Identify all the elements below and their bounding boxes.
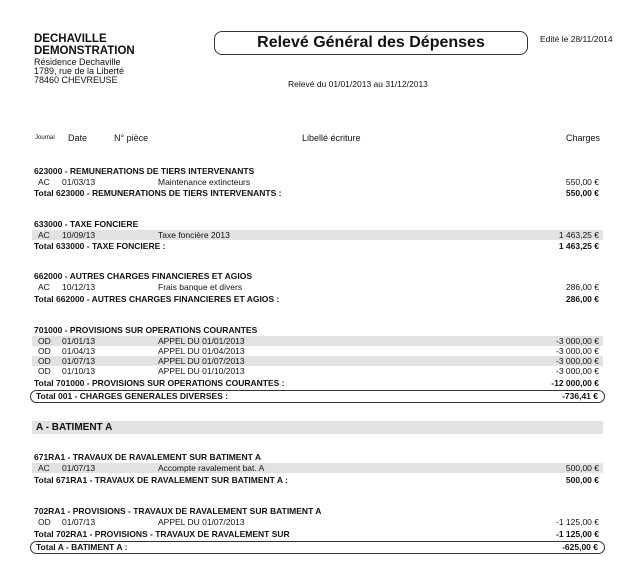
row-journal: AC [38, 282, 50, 292]
col-journal: Journal [35, 135, 55, 141]
row-amount: 1 463,25 € [558, 230, 599, 240]
row-date: 01/10/13 [62, 366, 96, 376]
grand-total-amount: -736,41 € [562, 391, 598, 401]
org-name-line-2: DEMONSTRATION [34, 45, 135, 57]
org-name-line-1: DECHAVILLE [34, 33, 107, 45]
row-journal: OD [38, 366, 51, 376]
row-journal: AC [38, 463, 50, 473]
row-date: 10/12/13 [62, 282, 96, 292]
grand-total-001 [30, 390, 605, 403]
row-journal: AC [38, 230, 50, 240]
row-date: 01/07/13 [62, 517, 96, 527]
org-address-3: 78460 CHEVREUSE [34, 75, 118, 85]
account-title-633000: 633000 - TAXE FONCIERE [34, 219, 139, 229]
account-title-702ra1: 702RA1 - PROVISIONS - TRAVAUX DE RAVALEMENT SUR BATIMENT A [34, 506, 322, 516]
grand-total-label: Total A - BATIMENT A : [36, 542, 128, 552]
account-title-701000: 701000 - PROVISIONS SUR OPERATIONS COURANTES [34, 325, 258, 335]
row-libelle: Frais banque et divers [158, 282, 243, 292]
col-piece: N° pièce [114, 133, 149, 143]
total-amount: -12 000,00 € [551, 378, 599, 388]
section-header-batiment-a [32, 421, 603, 434]
table-row [32, 336, 603, 346]
total-amount: 286,00 € [565, 294, 599, 304]
table-row [32, 356, 603, 366]
report-title: Relevé Général des Dépenses [214, 31, 528, 55]
grand-total-a [30, 541, 605, 554]
row-journal: OD [38, 336, 51, 346]
row-journal: OD [38, 346, 51, 356]
row-amount: 550,00 € [565, 177, 599, 187]
row-libelle: APPEL DU 01/07/2013 [158, 517, 245, 527]
row-libelle: Taxe foncière 2013 [158, 230, 230, 240]
account-total-623000 [32, 188, 603, 199]
row-date: 01/01/13 [62, 336, 96, 346]
edit-date: Edité le 28/11/2014 [540, 34, 613, 44]
total-label: Total 701000 - PROVISIONS SUR OPERATIONS COURANTES : [34, 378, 285, 388]
row-journal: OD [38, 356, 51, 366]
grand-total-amount: -625,00 € [562, 542, 598, 552]
row-amount: -3 000,00 € [555, 336, 599, 346]
table-row [32, 230, 603, 240]
col-charges: Charges [566, 133, 601, 143]
account-total-701000 [32, 378, 603, 389]
total-amount: -1 125,00 € [555, 529, 599, 539]
table-row [32, 517, 603, 527]
table-row [32, 366, 603, 376]
row-libelle: APPEL DU 01/07/2013 [158, 356, 245, 366]
row-date: 01/03/13 [62, 177, 96, 187]
row-journal: OD [38, 517, 51, 527]
table-row [32, 282, 603, 292]
row-libelle: Accompte ravalement bat. A [158, 463, 265, 473]
row-date: 01/04/13 [62, 346, 96, 356]
total-amount: 1 463,25 € [558, 241, 599, 251]
row-journal: AC [38, 177, 50, 187]
row-amount: -3 000,00 € [555, 366, 599, 376]
account-total-671ra1 [32, 475, 603, 486]
total-amount: 550,00 € [565, 188, 599, 198]
grand-total-label: Total 001 - CHARGES GENERALES DIVERSES : [36, 391, 229, 401]
report-period: Relevé du 01/01/2013 au 31/12/2013 [288, 79, 428, 89]
total-label: Total 702RA1 - PROVISIONS - TRAVAUX DE RAVALEMENT SUR [34, 529, 290, 539]
row-amount: 500,00 € [565, 463, 599, 473]
org-address-1: Résidence Dechaville [34, 57, 121, 67]
total-amount: 500,00 € [565, 475, 599, 485]
row-amount: -3 000,00 € [555, 346, 599, 356]
total-label: Total 623000 - REMUNERATIONS DE TIERS INTERVENANTS : [34, 188, 282, 198]
table-row [32, 177, 603, 187]
row-amount: -1 125,00 € [555, 517, 599, 527]
account-title-671ra1: 671RA1 - TRAVAUX DE RAVALEMENT SUR BATIMENT A [34, 452, 261, 462]
row-date: 10/09/13 [62, 230, 96, 240]
total-label: Total 633000 - TAXE FONCIERE : [34, 241, 166, 251]
row-amount: 286,00 € [565, 282, 599, 292]
account-total-662000 [32, 294, 603, 305]
section-title: A - BATIMENT A [36, 422, 113, 433]
org-address-2: 1789, rue de la Liberté [34, 66, 125, 76]
table-row [32, 346, 603, 356]
row-libelle: APPEL DU 01/10/2013 [158, 366, 245, 376]
row-libelle: APPEL DU 01/04/2013 [158, 346, 245, 356]
account-title-662000: 662000 - AUTRES CHARGES FINANCIERES ET AGIOS [34, 271, 253, 281]
account-total-633000 [32, 241, 603, 252]
account-title-623000: 623000 - REMUNERATIONS DE TIERS INTERVENANTS [34, 166, 255, 176]
row-libelle: APPEL DU 01/01/2013 [158, 336, 245, 346]
total-label: Total 662000 - AUTRES CHARGES FINANCIERES ET AGIOS : [34, 294, 280, 304]
col-libelle: Libellé écriture [302, 133, 361, 143]
row-amount: -3 000,00 € [555, 356, 599, 366]
account-total-702ra1 [32, 529, 603, 540]
total-label: Total 671RA1 - TRAVAUX DE RAVALEMENT SUR BATIMENT A : [34, 475, 288, 485]
org-name [34, 33, 135, 57]
table-row [32, 463, 603, 473]
row-date: 01/07/13 [62, 463, 96, 473]
row-libelle: Maintenance extincteurs [158, 177, 251, 187]
col-date: Date [68, 133, 88, 143]
row-date: 01/07/13 [62, 356, 96, 366]
